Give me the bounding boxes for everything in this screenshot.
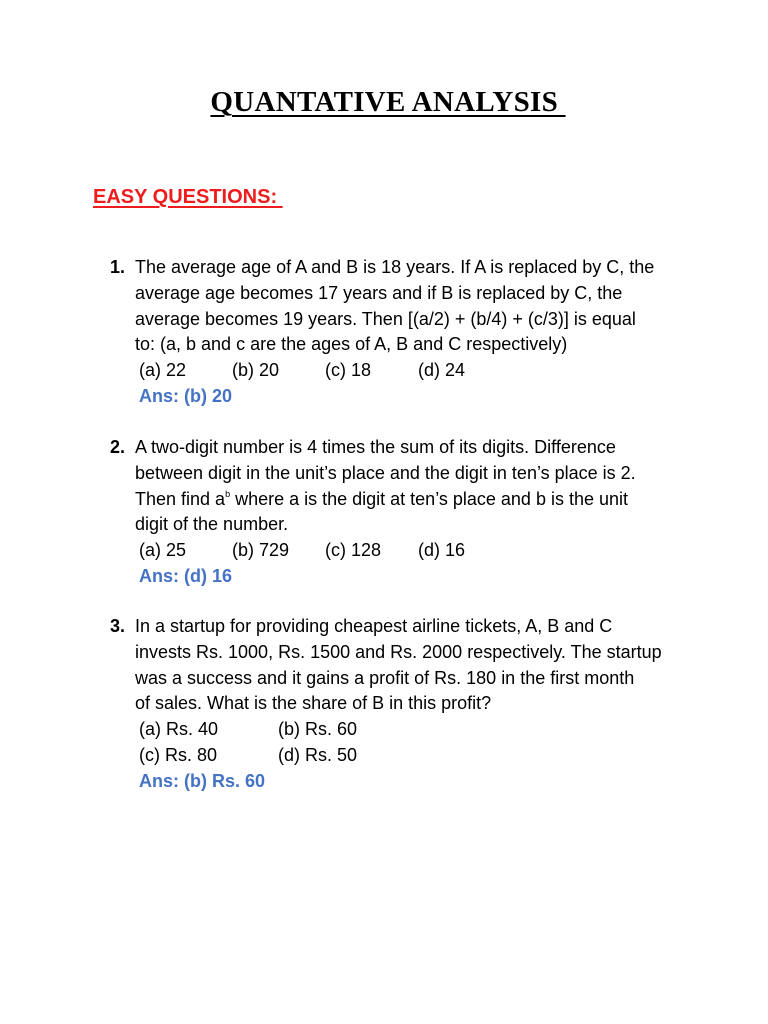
option-d: (d) 24 bbox=[418, 360, 466, 381]
option-a: (a) 22 bbox=[139, 360, 187, 381]
question-text-line: In a startup for providing cheapest airline tickets, A, B and C bbox=[135, 616, 613, 636]
question-text-line: was a success and it gains a profit of Rs. 180 in the first month bbox=[135, 667, 635, 688]
answer-options bbox=[135, 743, 710, 769]
question-text-line: invests Rs. 1000, Rs. 1500 and Rs. 2000 respectively. The startup bbox=[135, 641, 662, 662]
document-title: QUANTATIVE ANALYSIS bbox=[210, 86, 566, 118]
option-c: (c) Rs. 80 bbox=[139, 744, 218, 765]
question-text-line: between digit in the unit’s place and the digit in ten’s place is 2. bbox=[135, 462, 636, 483]
question-text-line bbox=[135, 487, 710, 513]
question-text-line: of sales. What is the share of B in this profit? bbox=[135, 693, 492, 714]
question-2 bbox=[110, 435, 710, 590]
option-a: (a) 25 bbox=[139, 540, 187, 561]
question-text-line: The average age of A and B is 18 years. If A is replaced by C, the bbox=[135, 257, 655, 277]
option-a: (a) Rs. 40 bbox=[139, 719, 219, 740]
question-3 bbox=[110, 614, 710, 795]
question-number: 2. bbox=[110, 437, 126, 457]
option-c: (c) 128 bbox=[325, 540, 382, 561]
question-text-line: average becomes 19 years. Then [(a/2) + (b/4) + (c/3)] is equal bbox=[135, 308, 636, 329]
question-text-fragment: where a is the digit at ten’s place and b is the unit bbox=[230, 488, 628, 509]
option-c: (c) 18 bbox=[325, 360, 372, 381]
question-text-fragment: Then find a bbox=[135, 488, 226, 509]
question-1 bbox=[110, 255, 710, 410]
answer-key: Ans: (b) 20 bbox=[139, 385, 233, 406]
question-text-line: to: (a, b and c are the ages of A, B and C respectively) bbox=[135, 334, 568, 355]
answer-key: Ans: (b) Rs. 60 bbox=[139, 770, 266, 791]
option-b: (b) Rs. 60 bbox=[278, 719, 358, 740]
option-b: (b) 20 bbox=[232, 360, 280, 381]
question-text-line: digit of the number. bbox=[135, 514, 289, 535]
answer-options bbox=[135, 538, 710, 564]
question-text-line: average age becomes 17 years and if B is replaced by C, the bbox=[135, 282, 623, 303]
answer-options bbox=[135, 358, 710, 384]
answer-key: Ans: (d) 16 bbox=[139, 565, 233, 586]
question-number: 3. bbox=[110, 616, 126, 636]
exponent-b: b bbox=[225, 488, 231, 499]
answer-options bbox=[135, 717, 710, 743]
option-b: (b) 729 bbox=[232, 540, 290, 561]
option-d: (d) 16 bbox=[418, 540, 466, 561]
option-d: (d) Rs. 50 bbox=[278, 744, 358, 765]
question-number: 1. bbox=[110, 257, 126, 277]
section-heading-easy: EASY QUESTIONS: bbox=[93, 186, 283, 208]
question-text-line: A two-digit number is 4 times the sum of its digits. Difference bbox=[135, 437, 616, 457]
